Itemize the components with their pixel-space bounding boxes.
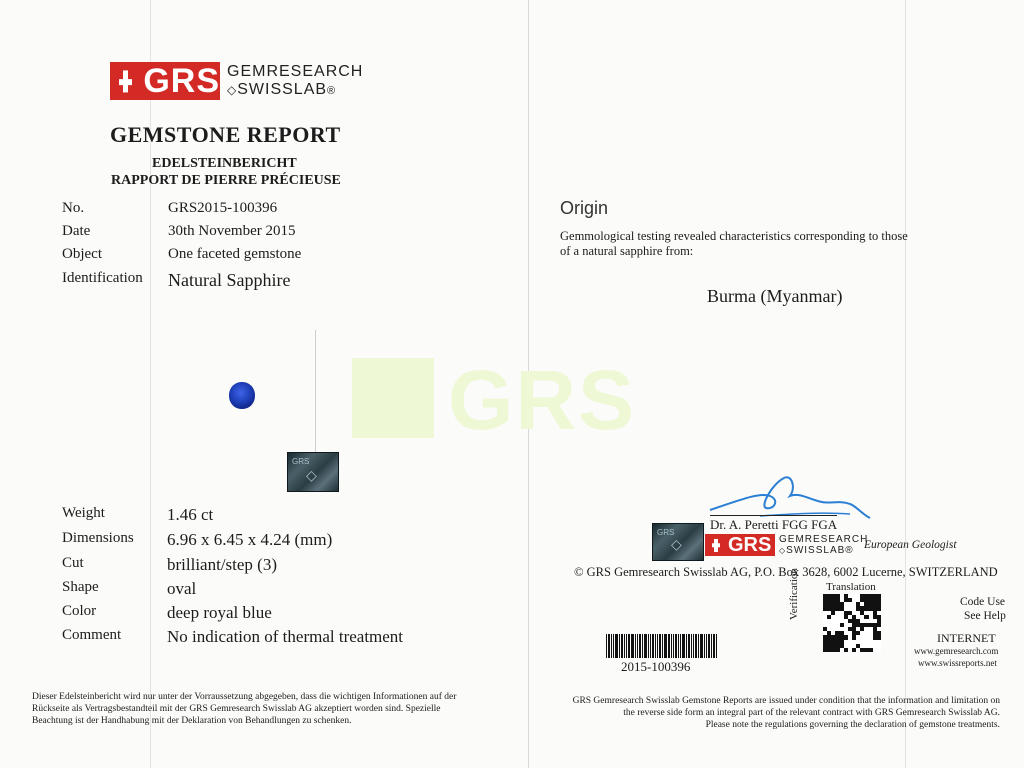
registered-mark-small: ® — [845, 545, 854, 556]
logo-line2-wrap — [227, 82, 336, 98]
logo-box — [110, 62, 220, 100]
barcode-bar — [615, 634, 618, 658]
barcode-bar — [675, 634, 677, 658]
barcode-bar — [711, 634, 712, 658]
field-value-weight: 1.46 ct — [167, 505, 214, 524]
field-value-identification: Natural Sapphire — [168, 270, 291, 290]
barcode-bar — [608, 634, 610, 658]
barcode-bar — [682, 634, 685, 658]
hologram-seal-icon-right: GRS ◇ — [652, 523, 704, 561]
barcode-bar — [613, 634, 614, 658]
signatory-name: Dr. A. Peretti FGG FGA — [710, 517, 838, 532]
field-value-dimensions: 6.96 x 6.45 x 4.24 (mm) — [167, 530, 333, 549]
field-label-object: Object — [62, 246, 102, 262]
signatory-title: European Geologist — [864, 539, 957, 551]
footer-disclaimer-de — [32, 691, 502, 727]
logo-line2-small: SWISSLAB — [786, 545, 846, 556]
field-label-shape: Shape — [62, 579, 99, 595]
barcode-bar — [693, 634, 694, 658]
barcode-bar — [631, 634, 634, 658]
field-label-no: No. — [62, 200, 85, 216]
field-value-comment: No indication of thermal treatment — [167, 627, 404, 646]
barcode-icon — [606, 634, 718, 658]
logo-line2: SWISSLAB — [237, 81, 328, 98]
qr-module — [877, 648, 881, 652]
barcode-bar — [688, 634, 690, 658]
barcode-bar — [680, 634, 681, 658]
qr-code-icon[interactable] — [823, 594, 881, 652]
barcode-bar — [635, 634, 636, 658]
diamond-icon: ◇ — [227, 83, 238, 97]
website-url-2[interactable]: www.swissreports.net — [918, 658, 997, 668]
barcode-bar — [662, 634, 663, 658]
barcode-bar — [704, 634, 705, 658]
footer-left-line: Rückseite als Vertragsbestandteil mit der GRS Gemresearch Swisslab AG akzeptiert worden sind. Spezielle — [32, 704, 441, 714]
footer-right-line: Please note the regulations governing the declaration of gemstone treatments. — [705, 720, 1000, 730]
barcode-bar — [644, 634, 647, 658]
see-help-label: See Help — [964, 610, 1006, 622]
margin-guide — [150, 0, 151, 768]
logo-brand: GRS — [143, 61, 220, 100]
margin-guide-right — [905, 0, 906, 768]
barcode-bar — [673, 634, 674, 658]
barcode-bar — [639, 634, 641, 658]
logo-box-small — [705, 534, 775, 556]
barcode-bar — [695, 634, 697, 658]
logo-line2-small-wrap — [779, 546, 854, 556]
company-address: © GRS Gemresearch Swisslab AG, P.O. Box 3628, 6002 Lucerne, SWITZERLAND — [574, 565, 998, 579]
field-value-no: GRS2015-100396 — [168, 200, 278, 216]
translation-label: Translation — [826, 581, 876, 593]
origin-country: Burma (Myanmar) — [707, 286, 843, 306]
barcode-bar — [691, 634, 692, 658]
field-value-cut: brilliant/step (3) — [167, 555, 278, 574]
footer-left-line: Beachtung ist der Handhabung mit der Deklaration von Behandlungen zu schenken. — [32, 716, 352, 726]
report-title: GEMSTONE REPORT — [110, 122, 341, 147]
barcode-bar — [606, 634, 607, 658]
hologram-seal-icon: GRS ◇ — [287, 452, 339, 492]
code-use-label: Code Use — [960, 596, 1006, 608]
field-label-cut: Cut — [62, 555, 84, 571]
barcode-bar — [642, 634, 643, 658]
barcode-bar — [671, 634, 672, 658]
origin-text-1: Gemmological testing revealed characteristics corresponding to those — [560, 229, 908, 243]
footer-left-line: Dieser Edelsteinbericht wird nur unter der Vorraussetzung abgegeben, dass die wichtigen Informationen auf der — [32, 692, 457, 702]
field-value-date: 30th November 2015 — [168, 223, 296, 239]
barcode-bar — [655, 634, 656, 658]
barcode-bar — [698, 634, 699, 658]
footer-disclaimer-en — [560, 695, 1000, 731]
barcode-bar — [611, 634, 612, 658]
barcode-bar — [624, 634, 625, 658]
gemstone-photo — [229, 382, 255, 409]
field-label-color: Color — [62, 603, 97, 619]
barcode-bar — [626, 634, 627, 658]
barcode-bar — [678, 634, 679, 658]
barcode-bar — [657, 634, 658, 658]
origin-text-2: of a natural sapphire from: — [560, 244, 694, 258]
barcode-bar — [686, 634, 687, 658]
field-label-weight: Weight — [62, 505, 105, 521]
barcode-bar — [708, 634, 710, 658]
swiss-cross-icon-small — [705, 534, 727, 556]
barcode-bar — [659, 634, 661, 658]
barcode-bar — [668, 634, 670, 658]
barcode-bar — [700, 634, 703, 658]
website-url-1[interactable]: www.gemresearch.com — [914, 646, 999, 656]
field-label-identification: Identification — [62, 270, 143, 286]
footer-right-line: the reverse side form an integral part of the relevant contract with GRS Gemresearch Swisslab AG. — [623, 708, 1000, 718]
report-subtitle-fr: RAPPORT DE PIERRE PRÉCIEUSE — [111, 173, 341, 188]
field-label-comment: Comment — [62, 627, 122, 643]
barcode-bar — [619, 634, 620, 658]
diamond-icon-small: ◇ — [779, 546, 787, 555]
registered-mark: ® — [327, 85, 337, 97]
field-value-object: One faceted gemstone — [168, 246, 302, 262]
barcode-bar — [713, 634, 715, 658]
logo-line1-small: GEMRESEARCH — [779, 534, 869, 545]
field-label-date: Date — [62, 223, 91, 239]
report-subtitle-de: EDELSTEINBERICHT — [152, 156, 297, 171]
barcode-bar — [706, 634, 707, 658]
barcode-bar — [648, 634, 649, 658]
barcode-number: 2015-100396 — [621, 659, 691, 674]
footer-right-line: GRS Gemresearch Swisslab Gemstone Reports are issued under condition that the information and limitation on — [572, 696, 1000, 706]
barcode-bar — [650, 634, 651, 658]
origin-heading: Origin — [560, 198, 609, 218]
barcode-bar — [637, 634, 638, 658]
barcode-bar — [652, 634, 654, 658]
logo-line1: GEMRESEARCH — [227, 63, 364, 80]
field-value-shape: oval — [167, 579, 197, 598]
barcode-bar — [664, 634, 667, 658]
barcode-bar — [628, 634, 630, 658]
field-value-color: deep royal blue — [167, 603, 272, 622]
field-label-dimensions: Dimensions — [62, 530, 134, 546]
internet-label: INTERNET — [937, 631, 996, 645]
logo-brand-small: GRS — [728, 533, 772, 556]
swiss-cross-icon — [110, 62, 141, 100]
barcode-bar — [621, 634, 623, 658]
verification-label: Verification — [788, 568, 800, 620]
barcode-bar — [716, 634, 717, 658]
watermark-cross-icon — [352, 358, 434, 438]
